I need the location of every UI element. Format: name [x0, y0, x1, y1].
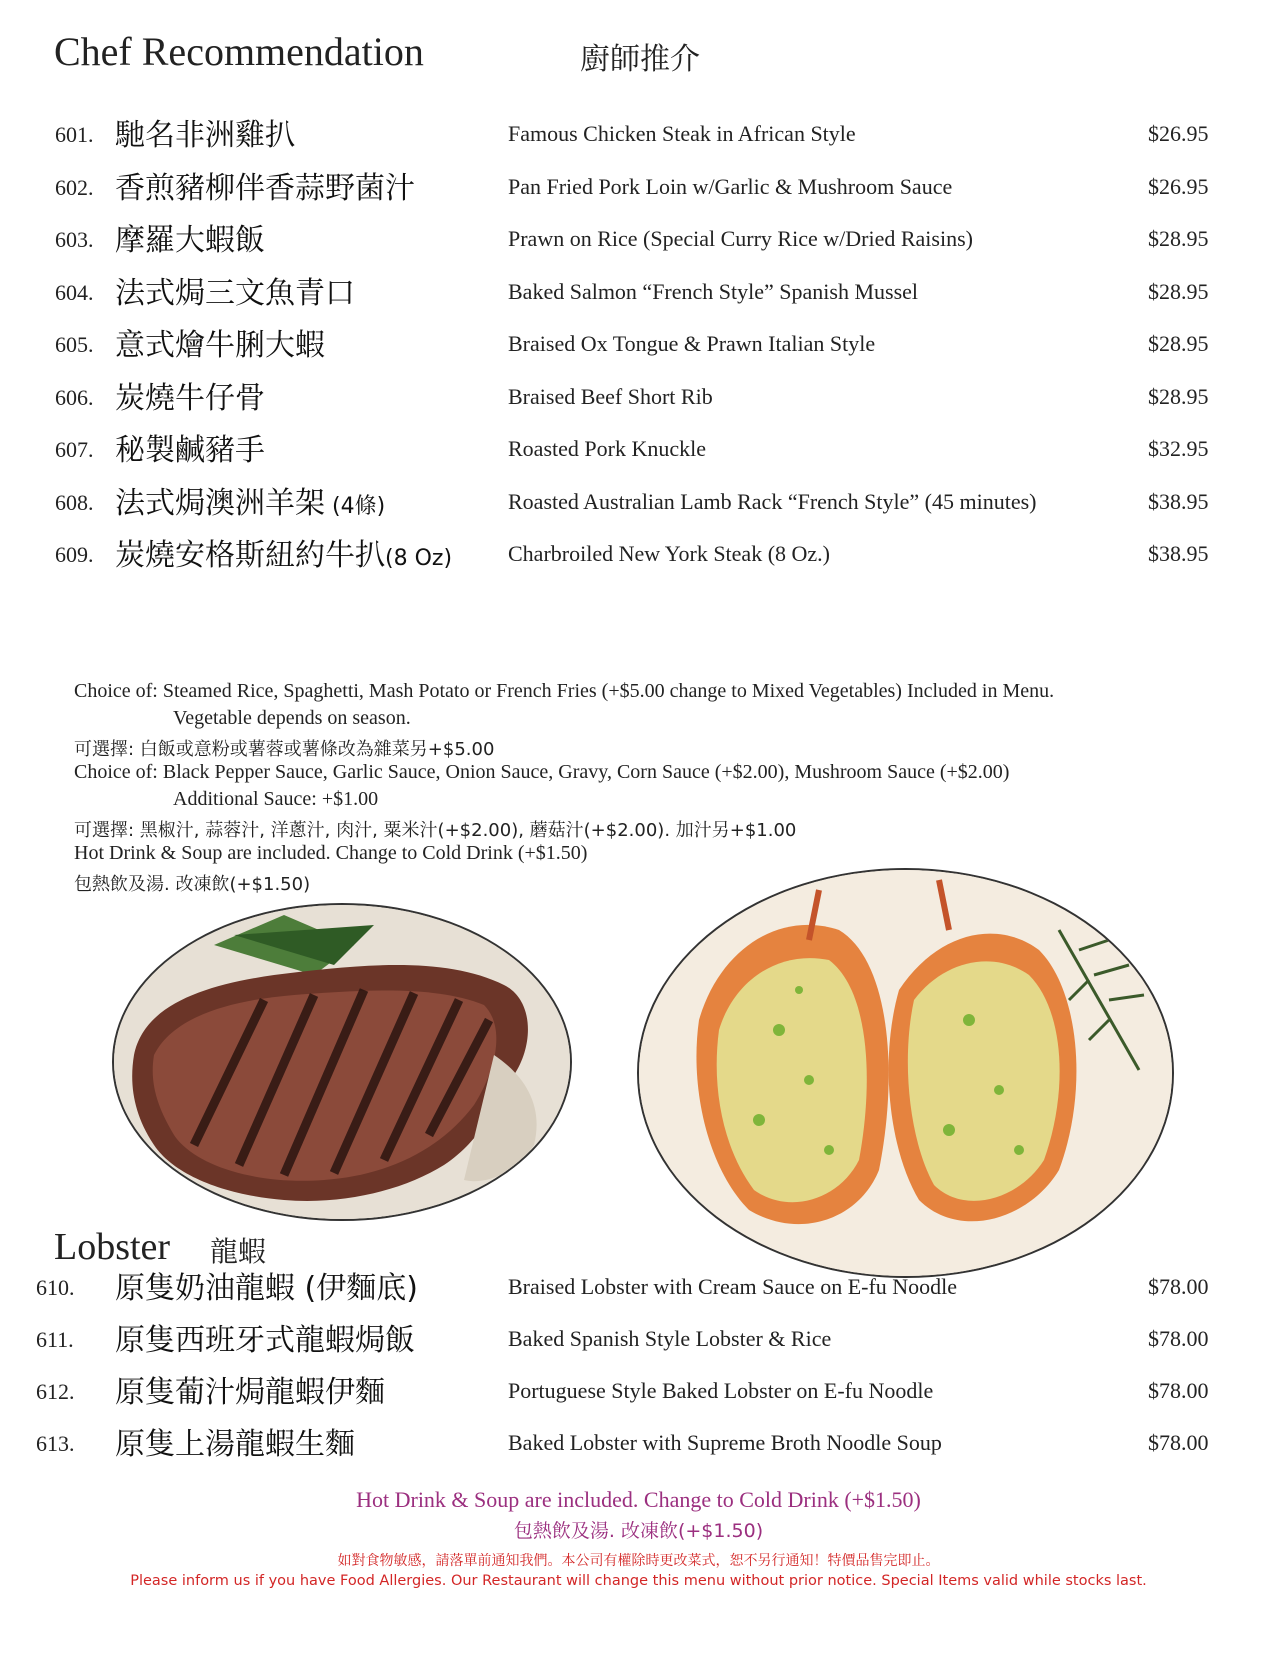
menu-item-row [0, 373, 1277, 425]
item-name-zh [115, 1367, 385, 1411]
item-price: $28.95 [1148, 226, 1209, 251]
item-name-zh [115, 1263, 418, 1307]
item-name-zh-main: 原隻上湯龍蝦生麵 [115, 1427, 355, 1462]
menu-item-row [0, 1315, 1277, 1367]
item-number: 611. [36, 1327, 74, 1352]
item-name-zh-main: 原隻葡汁焗龍蝦伊麵 [115, 1375, 385, 1410]
item-number: 610. [36, 1275, 75, 1300]
item-name-zh-main: 香煎豬柳伴香蒜野菌汁 [115, 170, 415, 206]
item-name-en: Roasted Australian Lamb Rack “French Style” (45 minutes) [508, 488, 1037, 514]
item-price: $28.95 [1148, 383, 1209, 409]
menu-item-row [0, 1263, 1277, 1315]
lobster-photo [637, 868, 1174, 1278]
item-name-en: Portuguese Style Baked Lobster on E-fu Noodle [508, 1378, 934, 1403]
item-number: 607. [55, 437, 94, 462]
item-number: 604. [55, 279, 94, 305]
footer-drink-note: Hot Drink & Soup are included. Change to Cold Drink (+$1.50) [356, 1487, 921, 1512]
item-name-zh-suffix: (4條) [325, 493, 386, 519]
note-additional-sauce: Additional Sauce: +$1.00 [173, 788, 379, 810]
menu-item-row [0, 478, 1277, 530]
menu-item-row [0, 163, 1277, 215]
item-name-en: Pan Fried Pork Loin w/Garlic & Mushroom Sauce [508, 173, 953, 199]
item-name-zh-main: 法式焗澳洲羊架 [115, 485, 325, 521]
note-sauce-choice-zh: 可選擇: 黑椒汁, 蒜蓉汁, 洋蔥汁, 肉汁, 粟米汁(+$2.00), 蘑菇汁(+$2.00). 加汁另+$1.00 [74, 820, 797, 841]
item-name-zh-main: 炭燒安格斯紐約牛扒 [115, 538, 385, 573]
item-price: $78.00 [1148, 1430, 1209, 1455]
item-name-zh [115, 320, 325, 364]
item-name-zh-suffix: (8 Oz) [385, 546, 453, 571]
item-price: $26.95 [1148, 121, 1209, 146]
item-number: 609. [55, 542, 94, 567]
item-price: $32.95 [1148, 436, 1209, 461]
note-side-choice-zh: 可選擇: 白飯或意粉或薯蓉或薯條改為雜菜另+$5.00 [74, 739, 495, 760]
item-name-zh [115, 215, 265, 259]
lobster-section-title: Lobster [54, 1226, 171, 1268]
item-number: 601. [55, 122, 94, 147]
section-title: Chef Recommendation [54, 29, 424, 74]
note-drink: Hot Drink & Soup are included. Change to Cold Drink (+$1.50) [74, 842, 588, 864]
item-name-en: Baked Salmon “French Style” Spanish Mussel [508, 278, 919, 304]
item-number: 602. [55, 174, 94, 200]
allergy-notice-zh: 如對食物敏感，請落單前通知我們。本公司有權除時更改菜式，恕不另行通知！特價品售完即止。 [337, 1553, 940, 1569]
note-side-choice: Choice of: Steamed Rice, Spaghetti, Mash Potato or French Fries (+$5.00 change to Mixed Vegetables) Included in Menu. [74, 680, 1055, 702]
item-price: $28.95 [1148, 331, 1209, 356]
item-name-zh [115, 478, 385, 522]
item-name-zh [115, 110, 295, 154]
item-name-en: Famous Chicken Steak in African Style [508, 121, 856, 146]
menu-item-row [0, 268, 1277, 320]
menu-item-row [0, 1367, 1277, 1419]
item-number: 612. [36, 1379, 75, 1404]
menu-item-row [0, 1419, 1277, 1471]
item-name-en: Prawn on Rice (Special Curry Rice w/Dried Raisins) [508, 226, 973, 251]
steak-photo [112, 903, 572, 1221]
item-name-zh-main: 炭燒牛仔骨 [115, 380, 265, 416]
note-drink-zh: 包熱飲及湯. 改凍飲(+$1.50) [74, 874, 311, 895]
item-name-en: Baked Lobster with Supreme Broth Noodle Soup [508, 1430, 942, 1455]
item-price: $28.95 [1148, 278, 1209, 304]
item-name-en: Charbroiled New York Steak (8 Oz.) [508, 541, 830, 566]
item-price: $38.95 [1148, 541, 1209, 566]
item-number: 608. [55, 489, 94, 515]
item-name-zh [115, 268, 355, 312]
item-name-zh-main: 原隻奶油龍蝦 (伊麵底) [115, 1271, 418, 1306]
item-name-zh [115, 1419, 355, 1463]
item-name-zh [115, 1315, 415, 1359]
item-name-zh [115, 163, 415, 207]
note-sauce-choice: Choice of: Black Pepper Sauce, Garlic Sauce, Onion Sauce, Gravy, Corn Sauce (+$2.00), Mushroom Sauce (+$2.00) [74, 761, 1010, 783]
allergy-notice-en: Please inform us if you have Food Allergies. Our Restaurant will change this menu without prior notice. Special Items valid while stocks last. [130, 1573, 1147, 1589]
menu-item-row [0, 320, 1277, 372]
item-name-zh-main: 馳名非洲雞扒 [115, 118, 295, 153]
item-price: $38.95 [1148, 488, 1209, 514]
item-number: 606. [55, 384, 94, 410]
item-name-zh [115, 530, 452, 574]
item-price: $26.95 [1148, 173, 1209, 199]
menu-item-row [0, 425, 1277, 477]
note-vegetable: Vegetable depends on season. [173, 707, 411, 729]
item-name-zh-main: 原隻西班牙式龍蝦焗飯 [115, 1323, 415, 1358]
footer-drink-note-zh: 包熱飲及湯. 改凍飲(+$1.50) [513, 1520, 764, 1542]
item-price: $78.00 [1148, 1326, 1209, 1351]
item-name-en: Braised Beef Short Rib [508, 383, 713, 409]
item-name-zh-main: 意式燴牛脷大蝦 [115, 328, 325, 363]
item-name-en: Braised Lobster with Cream Sauce on E-fu Noodle [508, 1274, 958, 1299]
lobster-section-title-zh: 龍蝦 [210, 1235, 267, 1268]
item-price: $78.00 [1148, 1274, 1209, 1299]
item-price: $78.00 [1148, 1378, 1209, 1403]
item-name-zh [115, 373, 265, 417]
item-name-en: Roasted Pork Knuckle [508, 436, 706, 461]
menu-item-row [0, 530, 1277, 582]
item-name-en: Braised Ox Tongue & Prawn Italian Style [508, 331, 876, 356]
menu-item-row [0, 215, 1277, 267]
menu-item-row [0, 110, 1277, 162]
item-name-zh-main: 秘製鹹豬手 [115, 433, 265, 468]
section-title-zh: 廚師推介 [580, 42, 700, 77]
item-number: 613. [36, 1431, 75, 1456]
item-name-zh-main: 摩羅大蝦飯 [115, 223, 265, 258]
item-name-zh [115, 425, 265, 469]
item-number: 605. [55, 332, 94, 357]
item-number: 603. [55, 227, 94, 252]
item-name-zh-main: 法式焗三文魚青口 [115, 275, 355, 311]
item-name-en: Baked Spanish Style Lobster & Rice [508, 1326, 832, 1351]
